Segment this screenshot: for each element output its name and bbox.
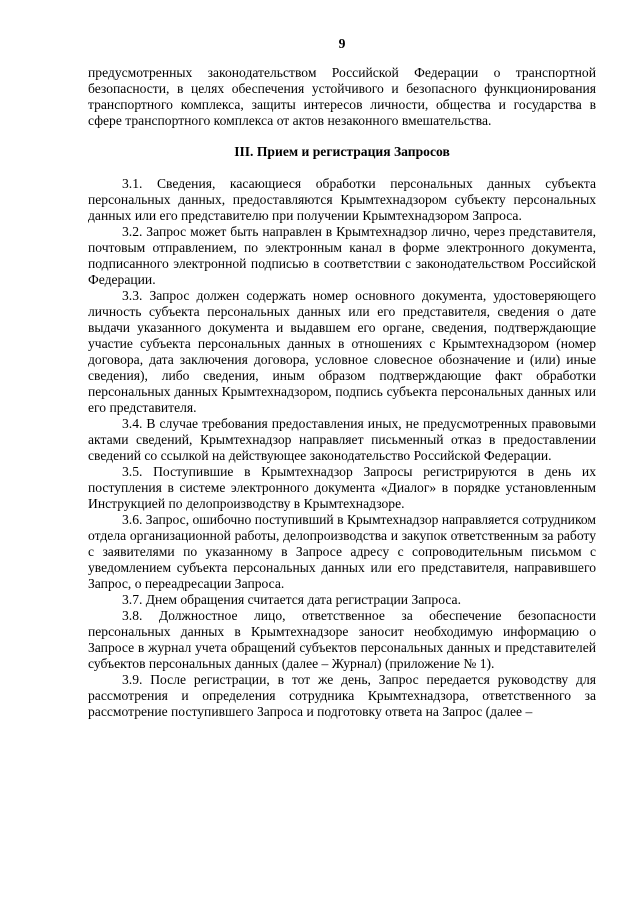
paragraph-3-1: 3.1. Сведения, касающиеся обработки персональных данных субъекта персональных данных, предоставляются Крымтехнадзором субъекту персональных данных или его представителю при получении Крымтехнадзором Запроса.: [88, 176, 596, 223]
paragraph-3-3: 3.3. Запрос должен содержать номер основного документа, удостоверяющего личность субъекта персональных данных или его представителя, сведения о дате выдачи указанного документа и выдавшем его органе, сведения, подтверждающие участие субъекта персональных данных в отношениях с Крымтехнадзором (номер договора, дата заключения договора, условное словесное обозначение и (или) иные сведения), либо сведения, иным образом подтверждающие факт обработки персональных данных Крымтехнадзором, подпись субъекта персональных данных или его представителя.: [88, 288, 596, 415]
page-number: 9: [338, 36, 346, 51]
paragraph-3-6: 3.6. Запрос, ошибочно поступивший в Крымтехнадзор направляется сотрудником отдела организационной работы, делопроизводства и закупок ответственным за работу с заявителями по указанному в Запросе адресу с сопроводительным письмом с уведомлением субъекта персональных данных или его представителя, направившего Запрос, о переадресации Запроса.: [88, 512, 596, 591]
section-heading: III. Прием и регистрация Запросов: [234, 144, 450, 159]
paragraph-3-4: 3.4. В случае требования предоставления иных, не предусмотренных правовыми актами сведений, Крымтехнадзор направляет письменный отказ в предоставлении сведений со ссылкой на действующее законодательство Российской Федерации.: [88, 416, 596, 463]
intro-paragraph: предусмотренных законодательством Российской Федерации о транспортной безопасности, в целях обеспечения устойчивого и безопасного функционирования транспортного комплекса, защиты интересов личности, общества и государства в сфере транспортного комплекса от актов незаконного вмешательства.: [88, 65, 596, 128]
document-page: [88, 36, 596, 720]
paragraph-3-5: 3.5. Поступившие в Крымтехнадзор Запросы регистрируются в день их поступления в системе электронного документа «Диалог» в порядке установленным Инструкцией по делопроизводству в Крымтехнадзоре.: [88, 464, 596, 511]
paragraph-3-8: 3.8. Должностное лицо, ответственное за обеспечение безопасности персональных данных в Крымтехнадзоре заносит необходимую информацию о Запросе в журнал учета обращений субъектов персональных данных и представителей субъектов персональных данных (далее – Журнал) (приложение № 1).: [88, 608, 596, 671]
paragraph-3-7: 3.7. Днем обращения считается дата регистрации Запроса.: [122, 592, 461, 607]
paragraph-3-2: 3.2. Запрос может быть направлен в Крымтехнадзор лично, через представителя, почтовым отправлением, по электронным канал в форме электронного документа, подписанного электронной подписью в соответствии с законодательством Российской Федерации.: [88, 224, 596, 287]
paragraph-3-9: 3.9. После регистрации, в тот же день, Запрос передается руководству для рассмотрения и определения сотрудника Крымтехнадзора, ответственного за рассмотрение поступившего Запроса и подготовку ответа на Запрос (далее –: [88, 672, 596, 719]
